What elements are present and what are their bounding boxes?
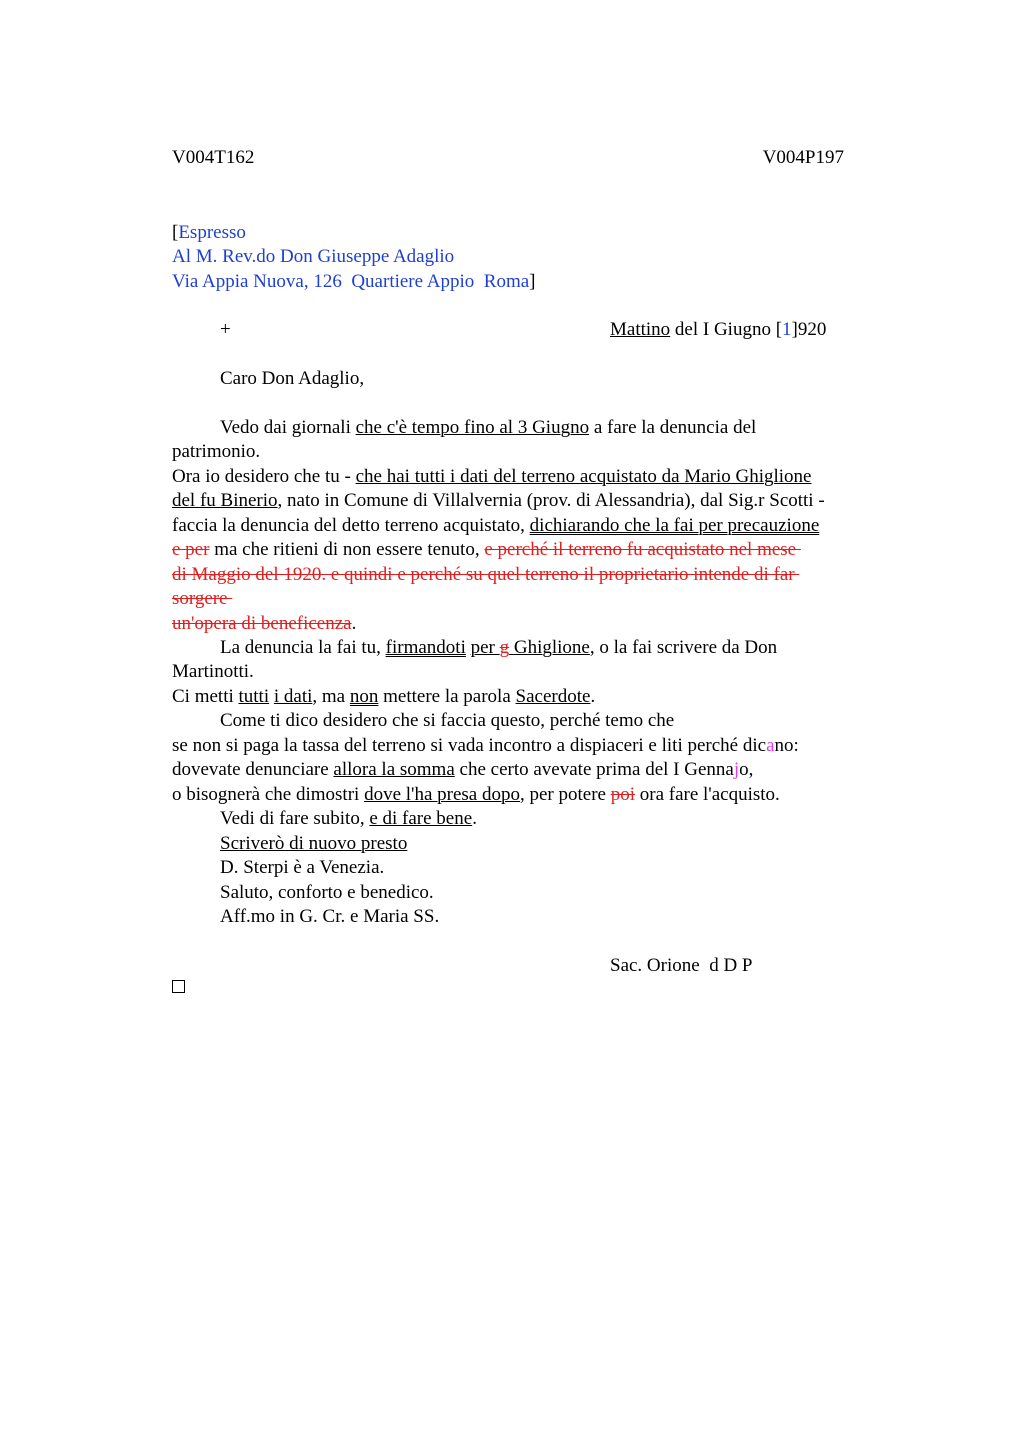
paragraph-line: se non si paga la tassa del terreno si vada incontro a dispiaceri e liti perché dicano: bbox=[172, 735, 799, 756]
closing-line: Saluto, conforto e benedico. bbox=[220, 882, 434, 903]
closing-line: D. Sterpi è a Venezia. bbox=[220, 857, 385, 878]
salutation: Caro Don Adaglio, bbox=[220, 368, 365, 389]
cross-mark: + bbox=[220, 319, 231, 340]
paragraph-line: faccia la denuncia del detto terreno acquistato, dichiarando che la fai per precauzione bbox=[172, 515, 820, 536]
closing-line: Aff.mo in G. Cr. e Maria SS. bbox=[220, 906, 440, 927]
paragraph-line: del fu Binerio, nato in Comune di Villalvernia (prov. di Alessandria), dal Sig.r Scotti - bbox=[172, 490, 825, 511]
document-code-right: V004P197 bbox=[762, 147, 844, 168]
address-line-1: [Espresso bbox=[172, 222, 246, 243]
paragraph-line: Ora io desidero che tu - che hai tutti i dati del terreno acquistato da Mario Ghiglione bbox=[172, 466, 812, 487]
struck-line: sorgere bbox=[172, 588, 233, 609]
paragraph-line: Come ti dico desidero che si faccia questo, perché temo che bbox=[220, 710, 675, 731]
closing-line: Scriverò di nuovo presto bbox=[220, 833, 408, 854]
paragraph-line: Ci metti tutti i dati, ma non mettere la parola Sacerdote. bbox=[172, 686, 596, 707]
document-code-left: V004T162 bbox=[172, 147, 255, 168]
date-line: Mattino del I Giugno [1]920 bbox=[610, 319, 827, 340]
paragraph-line: Martinotti. bbox=[172, 661, 254, 682]
paragraph-line: patrimonio. bbox=[172, 441, 261, 462]
paragraph-line: o bisognerà che dimostri dove l'ha presa dopo, per potere poi ora fare l'acquisto. bbox=[172, 784, 780, 805]
closing-line: Vedi di fare subito, e di fare bene. bbox=[220, 808, 477, 829]
address-line-2: Al M. Rev.do Don Giuseppe Adaglio bbox=[172, 246, 455, 267]
address-line-3: Via Appia Nuova, 126 Quartiere Appio Roma] bbox=[172, 271, 536, 292]
signature: Sac. Orione d D P bbox=[610, 955, 753, 976]
paragraph-line: Vedo dai giornali che c'è tempo fino al 3 Giugno a fare la denuncia del bbox=[220, 417, 757, 438]
paragraph-line: La denuncia la fai tu, firmandoti per g Ghiglione, o la fai scrivere da Don bbox=[220, 637, 778, 658]
paragraph-line: un'opera di beneficenza. bbox=[172, 613, 357, 634]
paragraph-line: dovevate denunciare allora la somma che certo avevate prima del I Gennajo, bbox=[172, 759, 754, 780]
paragraph-line: e per ma che ritieni di non essere tenuto, e perché il terreno fu acquistato nel mese bbox=[172, 539, 801, 560]
struck-line: di Maggio del 1920. e quindi e perché su quel terreno il proprietario intende di far bbox=[172, 564, 800, 585]
checkbox-square-icon bbox=[172, 980, 185, 993]
